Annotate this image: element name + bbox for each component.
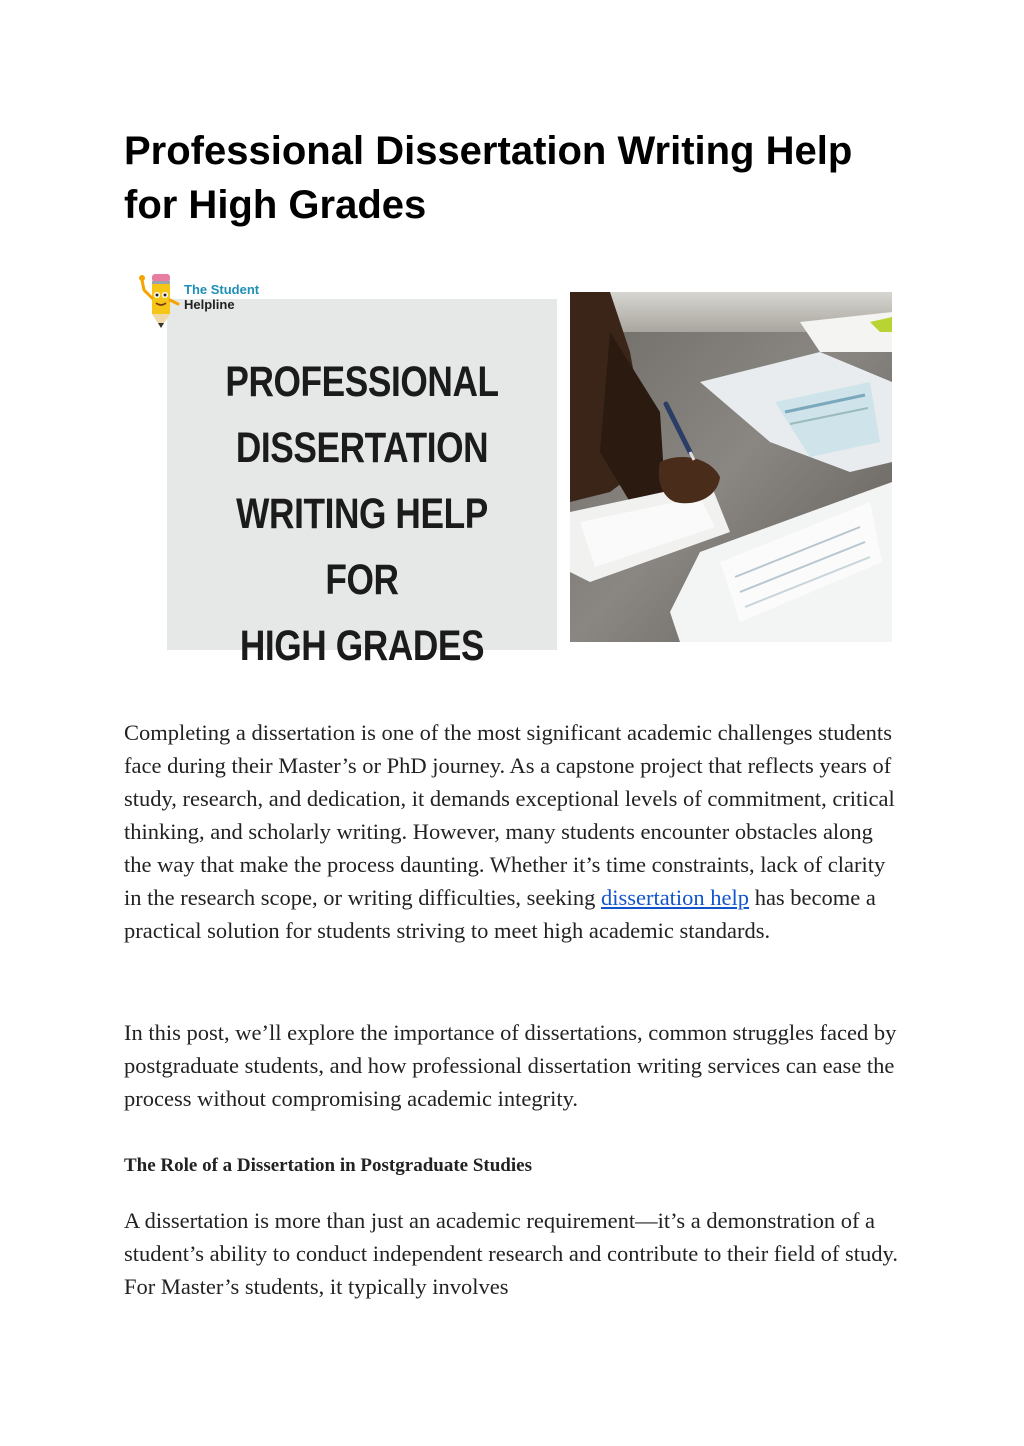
student-writing-photo	[570, 292, 892, 642]
logo-line-2: Helpline	[184, 297, 235, 312]
section-heading: The Role of a Dissertation in Postgraduate Studies	[124, 1155, 532, 1176]
paragraph-text: has become a practical solution for students striving to meet high academic standards.	[124, 885, 876, 943]
section-paragraph: A dissertation is more than just an academic requirement—it’s a demonstration of a student’s ability to conduct independent research and contribute to their field of study. For Master’s students, it typically involves	[124, 1208, 898, 1299]
paragraph-text: Completing a dissertation is one of the most significant academic challenges students face during their Master’s or PhD journey. As a capstone project that reflects years of study, research, and dedication, it demands exceptional levels of commitment, critical thinking, and scholarly writing. However, many students encounter obstacles along the way that make the process daunting. Whether it’s time constraints, lack of clarity in the research scope, or writing difficulties, seeking	[124, 720, 895, 910]
banner-text-panel	[167, 299, 557, 670]
banner-heading	[202, 349, 522, 679]
dissertation-help-link[interactable]: dissertation help	[600, 885, 750, 910]
banner-image	[138, 268, 894, 670]
logo-line-1: The Student	[184, 282, 260, 297]
banner-heading-line: HIGH GRADES	[239, 622, 485, 670]
banner-heading-line: WRITING HELP FOR	[236, 490, 488, 604]
logo-text	[184, 282, 259, 312]
banner-heading-line: DISSERTATION	[235, 424, 489, 472]
photo-illustration	[570, 292, 892, 642]
intro-paragraph	[124, 716, 904, 947]
overview-paragraph: In this post, we’ll explore the importance of dissertations, common struggles faced by postgraduate students, and how professional dissertation writing services can ease the process without compromising academic integrity.	[124, 1020, 897, 1111]
banner-heading-line: PROFESSIONAL	[225, 358, 499, 406]
page-title: Professional Dissertation Writing Help for High Grades	[124, 129, 853, 227]
brand-logo	[138, 268, 278, 332]
